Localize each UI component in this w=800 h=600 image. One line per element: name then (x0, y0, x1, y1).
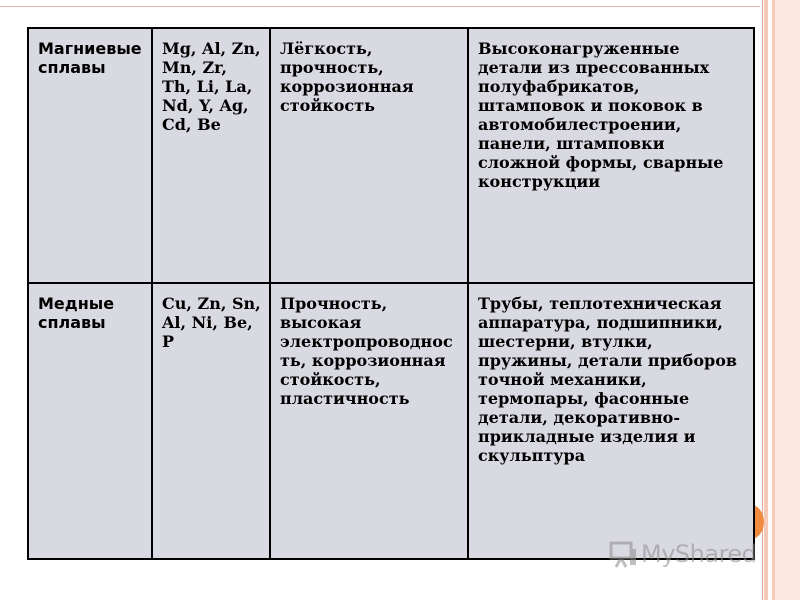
table-row (28, 283, 754, 559)
alloy-applications-cell: Трубы, теплотехническая аппаратура, подшипники, шестерни, втулки, пружины, детали приборов точной механики, термопары, фасонные детали, декоративно-прикладные изделия и скульптура (468, 283, 754, 559)
alloy-applications-cell: Высоконагруженные детали из прессованных полуфабрикатов, штамповок и поковок в автомобилестроении, панели, штамповки сложной формы, сварные конструкции (468, 28, 754, 283)
alloys-table (27, 27, 755, 560)
alloy-elements-cell: Cu, Zn, Sn, Al, Ni, Be, P (152, 283, 270, 559)
watermark-text: MyShared (641, 540, 757, 568)
watermark (608, 538, 756, 570)
alloy-name-cell: Магниевые сплавы (28, 28, 152, 283)
decorative-side-stripes (760, 0, 800, 600)
table-row (28, 28, 754, 283)
alloy-properties-cell: Лёгкость, прочность, коррозионная стойкость (270, 28, 468, 283)
presentation-board-icon (608, 539, 638, 569)
alloy-elements-cell: Mg, Al, Zn, Mn, Zr, Th, Li, La, Nd, Y, Ag, Cd, Be (152, 28, 270, 283)
alloy-properties-cell: Прочность, высокая электропроводность, коррозионная стойкость, пластичность (270, 283, 468, 559)
decorative-top-line (0, 6, 762, 7)
alloy-name-cell: Медные сплавы (28, 283, 152, 559)
